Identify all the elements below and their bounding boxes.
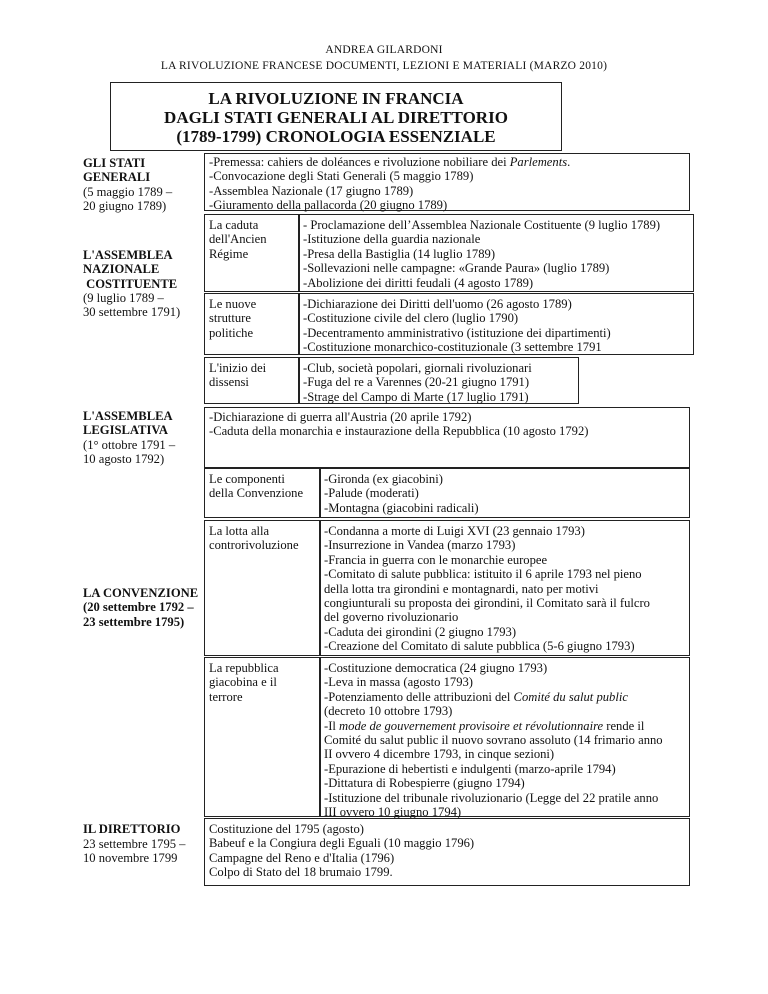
section-stati-generali-dates: (5 maggio 1789 – 20 giugno 1789) xyxy=(83,185,173,214)
section-stati-generali-name: GLI STATI GENERALI xyxy=(83,156,151,185)
repubblica-giacobina-label: La repubblica giacobina e il terrore xyxy=(209,661,279,704)
caduta-ancien-regime-label: La caduta dell'Ancien Régime xyxy=(209,218,267,261)
terrore-events: -Costituzione democratica (24 giugno 1793) -Leva in massa (agosto 1793) -Potenziamento delle attribuzioni del Comité du salut public (decreto 10 ottobre 1793) -Il mode de gouvernement provisoire et révolutionnaire rende il Comité du salut public il nuovo sovrano assoluto (14 frimario anno II ovvero 4 dicembre 1793, in cinque sezioni) -Epurazione di hebertisti e indulgenti (marzo-aprile 1794) -Dittatura di Robespierre (giugno 1794) -Istituzione del tribunale rivoluzionario (Legge del 22 pratile anno III ovvero 10 giugno 1794) xyxy=(324,661,663,820)
section-costituente-name: L'ASSEMBLEA NAZIONALE COSTITUENTE xyxy=(83,248,178,291)
legislativa-events: -Dichiarazione di guerra all'Austria (20 aprile 1792) -Caduta della monarchia e instaurazione della Repubblica (10 agosto 1792) xyxy=(209,410,589,439)
componenti-events: -Gironda (ex giacobini) -Palude (moderati) -Montagna (giacobini radicali) xyxy=(324,472,479,515)
lotta-controrivoluzione-label: La lotta alla controrivoluzione xyxy=(209,524,299,553)
direttorio-events: Costituzione del 1795 (agosto) Babeuf e la Congiura degli Eguali (10 maggio 1796) Campagne del Reno e d'Italia (1796) Colpo di Stato del 18 brumaio 1799. xyxy=(209,822,475,880)
section-legislativa-name: L'ASSEMBLEA LEGISLATIVA xyxy=(83,409,173,438)
section-legislativa-dates: (1° ottobre 1791 – 10 agosto 1792) xyxy=(83,438,176,467)
nuove-strutture-events: -Dichiarazione dei Diritti dell'uomo (26 agosto 1789) -Costituzione civile del clero (luglio 1790) -Decentramento amministrativo (istituzione dei dipartimenti) -Costituzione monarchico-costituzionale (3 settembre 1791 xyxy=(303,297,611,355)
section-convenzione-name: LA CONVENZIONE (20 settembre 1792 – 23 settembre 1795) xyxy=(83,586,199,629)
section-direttorio-name: IL DIRETTORIO xyxy=(83,822,181,836)
author-header: ANDREA GILARDONI xyxy=(325,44,443,56)
stati-generali-events: -Premessa: cahiers de doléances e rivoluzione nobiliare dei Parlements. -Convocazione degli Stati Generali (5 maggio 1789) -Assemblea Nazionale (17 giugno 1789) -Giuramento della pallacorda (20 giugno 1789) xyxy=(209,155,571,213)
inizio-dissensi-label: L'inizio dei dissensi xyxy=(209,361,267,390)
section-direttorio-dates: 23 settembre 1795 – 10 novembre 1799 xyxy=(83,837,186,866)
page-title xyxy=(110,82,562,151)
section-costituente-dates: (9 luglio 1789 – 30 settembre 1791) xyxy=(83,291,181,320)
dissensi-events: -Club, società popolari, giornali rivoluzionari -Fuga del re a Varennes (20-21 giugno 1791) -Strage del Campo di Marte (17 luglio 1791) xyxy=(303,361,532,404)
title-line-1: LA RIVOLUZIONE IN FRANCIA xyxy=(208,89,464,108)
caduta-events: - Proclamazione dell’Assemblea Nazionale Costituente (9 luglio 1789) -Istituzione della guardia nazionale -Presa della Bastiglia (14 luglio 1789) -Sollevazioni nelle campagne: «Grande Paura» (luglio 1789) -Abolizione dei diritti feudali (4 agosto 1789) xyxy=(303,218,661,290)
title-line-2: DAGLI STATI GENERALI AL DIRETTORIO xyxy=(164,108,508,127)
document-subtitle: LA RIVOLUZIONE FRANCESE DOCUMENTI, LEZIONI E MATERIALI (MARZO 2010) xyxy=(160,60,608,72)
lotta-events: -Condanna a morte di Luigi XVI (23 gennaio 1793) -Insurrezione in Vandea (marzo 1793) -Francia in guerra con le monarchie europee -Comitato di salute pubblica: istituito il 6 aprile 1793 nel pieno della lotta tra girondini e montagnardi, nato per motivi congiunturali su proposta dei girondini, il Comitato sarà il fulcro del governo rivoluzionario -Caduta dei girondini (2 giugno 1793) -Creazione del Comitato di salute pubblica (5-6 giugno 1793) xyxy=(324,524,650,654)
nuove-strutture-label: Le nuove strutture politiche xyxy=(209,297,257,340)
componenti-convenzione-label: Le componenti della Convenzione xyxy=(209,472,304,501)
title-line-3: (1789-1799) CRONOLOGIA ESSENZIALE xyxy=(176,127,496,146)
